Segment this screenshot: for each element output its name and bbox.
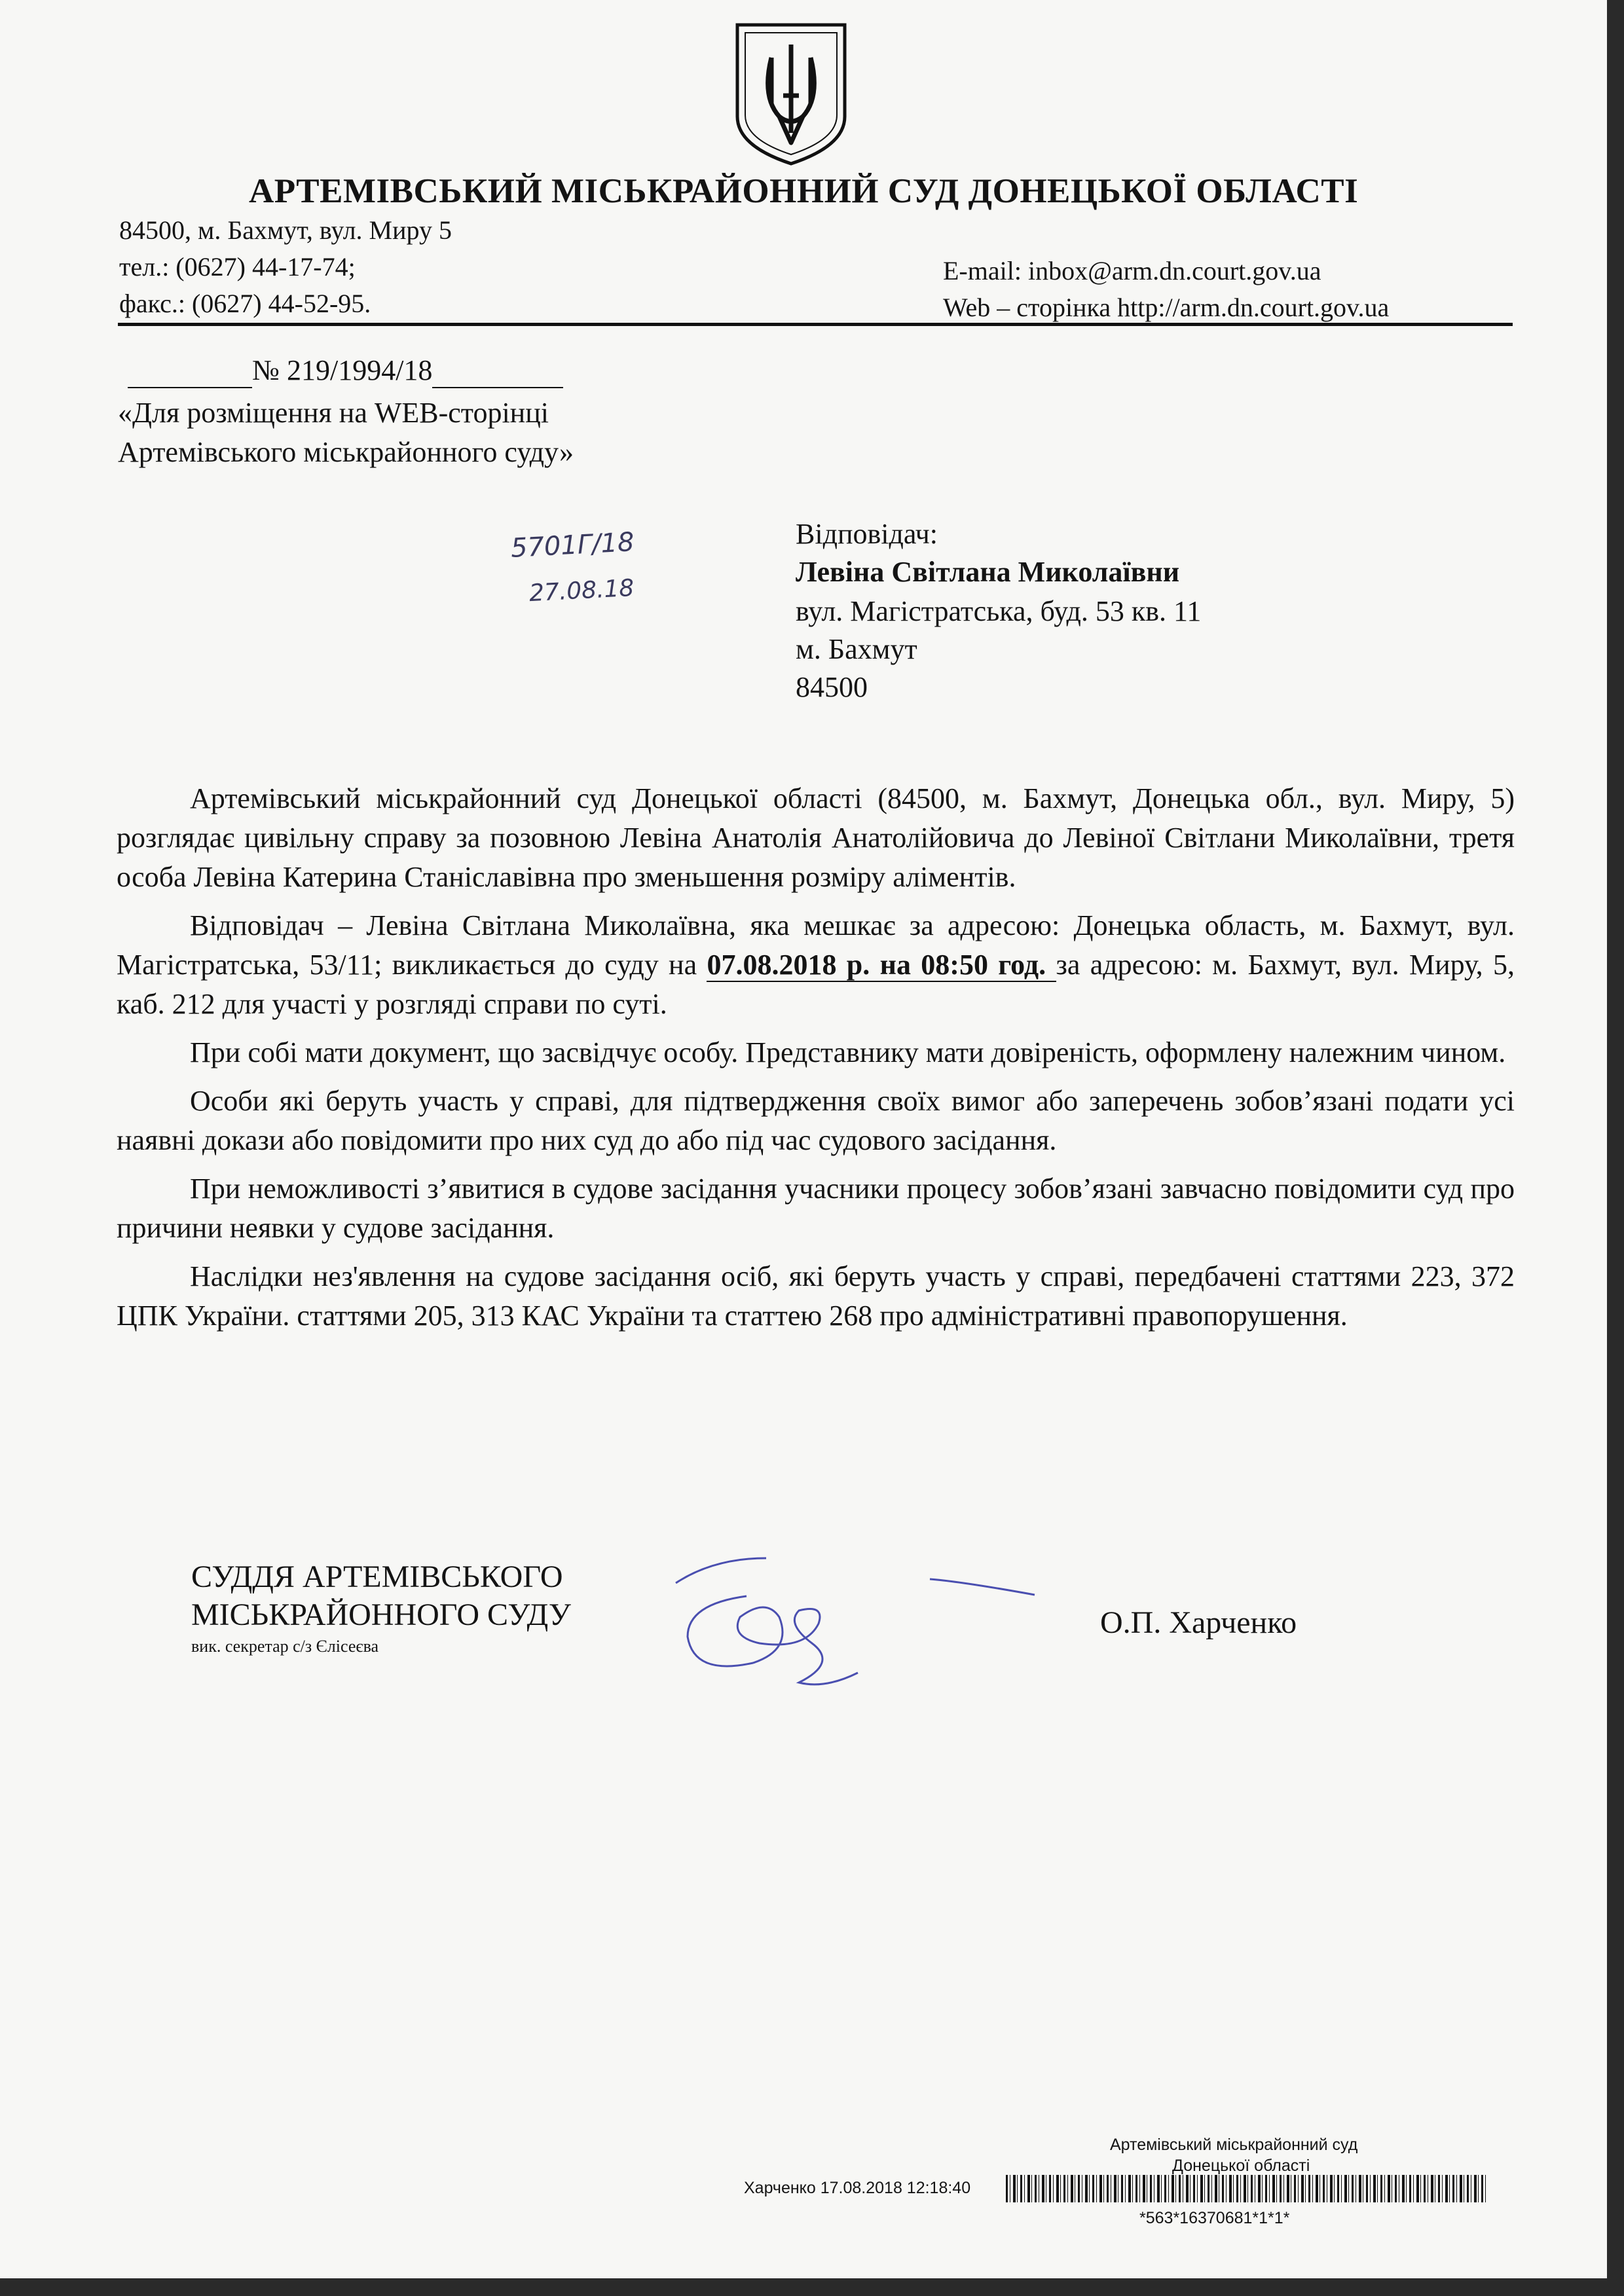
summons-text: Відповідач – Левіна Світлана Миколаївна, яка мешкає за адресою: Донецька область, м. Бахмут, вул. Магістратська, 53/11; викликається до суду на [117,909,1515,981]
body-paragraph-5: При неможливості з’явитися в судове засідання учасники процесу зобов’язані завчасно повідомити суд про причини неявки у судове засідання. [117,1173,1515,1244]
body-paragraph-3: При собі мати документ, що засвідчує особу. Представнику мати довіреність, оформлену належним чином. [190,1036,1506,1068]
court-phone: тел.: (0627) 44-17-74; [119,252,356,282]
addressee-city: м. Бахмут [796,633,917,665]
body-paragraph-1: Артемівський міськрайонний суд Донецької області (84500, м. Бахмут, Донецька обл., вул. Миру, 5) розглядає цивільну справу за позовною Левіна Анатолія Анатолійовича до Левіної Світлани Миколаївни, третя особа Левіна Катерина Станіславівна про зменьшення розміру аліментів. [117,782,1515,893]
case-number: № 219/1994/18 [252,354,433,386]
body-paragraph-4: Особи які беруть участь у справі, для підтвердження своїх вимог або заперечень зобов’язані подати усі наявні докази або повідомити про них суд до або під час судового засідання. [117,1085,1515,1156]
coat-of-arms-icon [732,18,850,169]
handwritten-signature-icon [668,1539,1061,1709]
case-reference [128,354,563,388]
addressee-postcode: 84500 [796,671,868,703]
publication-note-line1: «Для розміщення на WEB-сторінці [118,397,549,429]
judge-name: О.П. Харченко [1100,1605,1297,1640]
barcode [1006,2175,1488,2202]
addressee-role: Відповідач: [796,518,938,550]
footer-court-line2: Донецької області [1172,2157,1310,2175]
footer-court-line1: Артемівський міськрайонний суд [1110,2136,1358,2154]
letter-body [117,779,1515,1336]
court-email: E-mail: inbox@arm.dn.court.gov.ua [943,256,1321,285]
body-paragraph-6: Наслідки нез'явлення на судове засідання осіб, які беруть участь у справі, передбачені статтями 223, 372 ЦПК України. статтями 205, 313 КАС України та статтею 268 про адміністративні правопорушення. [117,1260,1515,1332]
blank-line [432,354,563,388]
header-divider [118,323,1513,326]
court-address: 84500, м. Бахмут, вул. Миру 5 [119,215,452,245]
court-website: Web – сторінка http://arm.dn.court.gov.ua [943,293,1390,322]
barcode-text: *563*16370681*1*1* [1139,2209,1290,2227]
handwritten-reg-number: 5701Г/18 [509,527,635,564]
addressee-street: вул. Магістратська, буд. 53 кв. 11 [796,595,1202,627]
secretary-name: вик. секретар с/з Єлісеєва [191,1637,379,1656]
summons-address: за адресою: м. Бахмут, вул. Миру, 5, каб. 212 для участі у розгляді справи по суті. [117,949,1515,1020]
addressee-name: Левіна Світлана Миколаївни [796,556,1180,588]
judge-title-line1: СУДДЯ АРТЕМІВСЬКОГО [191,1559,563,1594]
judge-title-line2: МІСЬКРАЙОННОГО СУДУ [191,1597,571,1632]
court-name: АРТЕМІВСЬКИЙ МІСЬКРАЙОННИЙ СУД ДОНЕЦЬКОЇ ОБЛАСТІ [249,172,1359,210]
blank-line [128,354,252,388]
court-fax: факс.: (0627) 44-52-95. [119,289,371,318]
footer-stamp: Харченко 17.08.2018 12:18:40 [744,2179,971,2197]
publication-note-line2: Артемівського міськрайонного суду» [118,436,574,468]
hearing-datetime: 07.08.2018 р. на 08:50 год. [707,949,1056,981]
handwritten-reg-date: 27.08.18 [528,574,635,608]
body-paragraph-2 [117,906,1515,1024]
